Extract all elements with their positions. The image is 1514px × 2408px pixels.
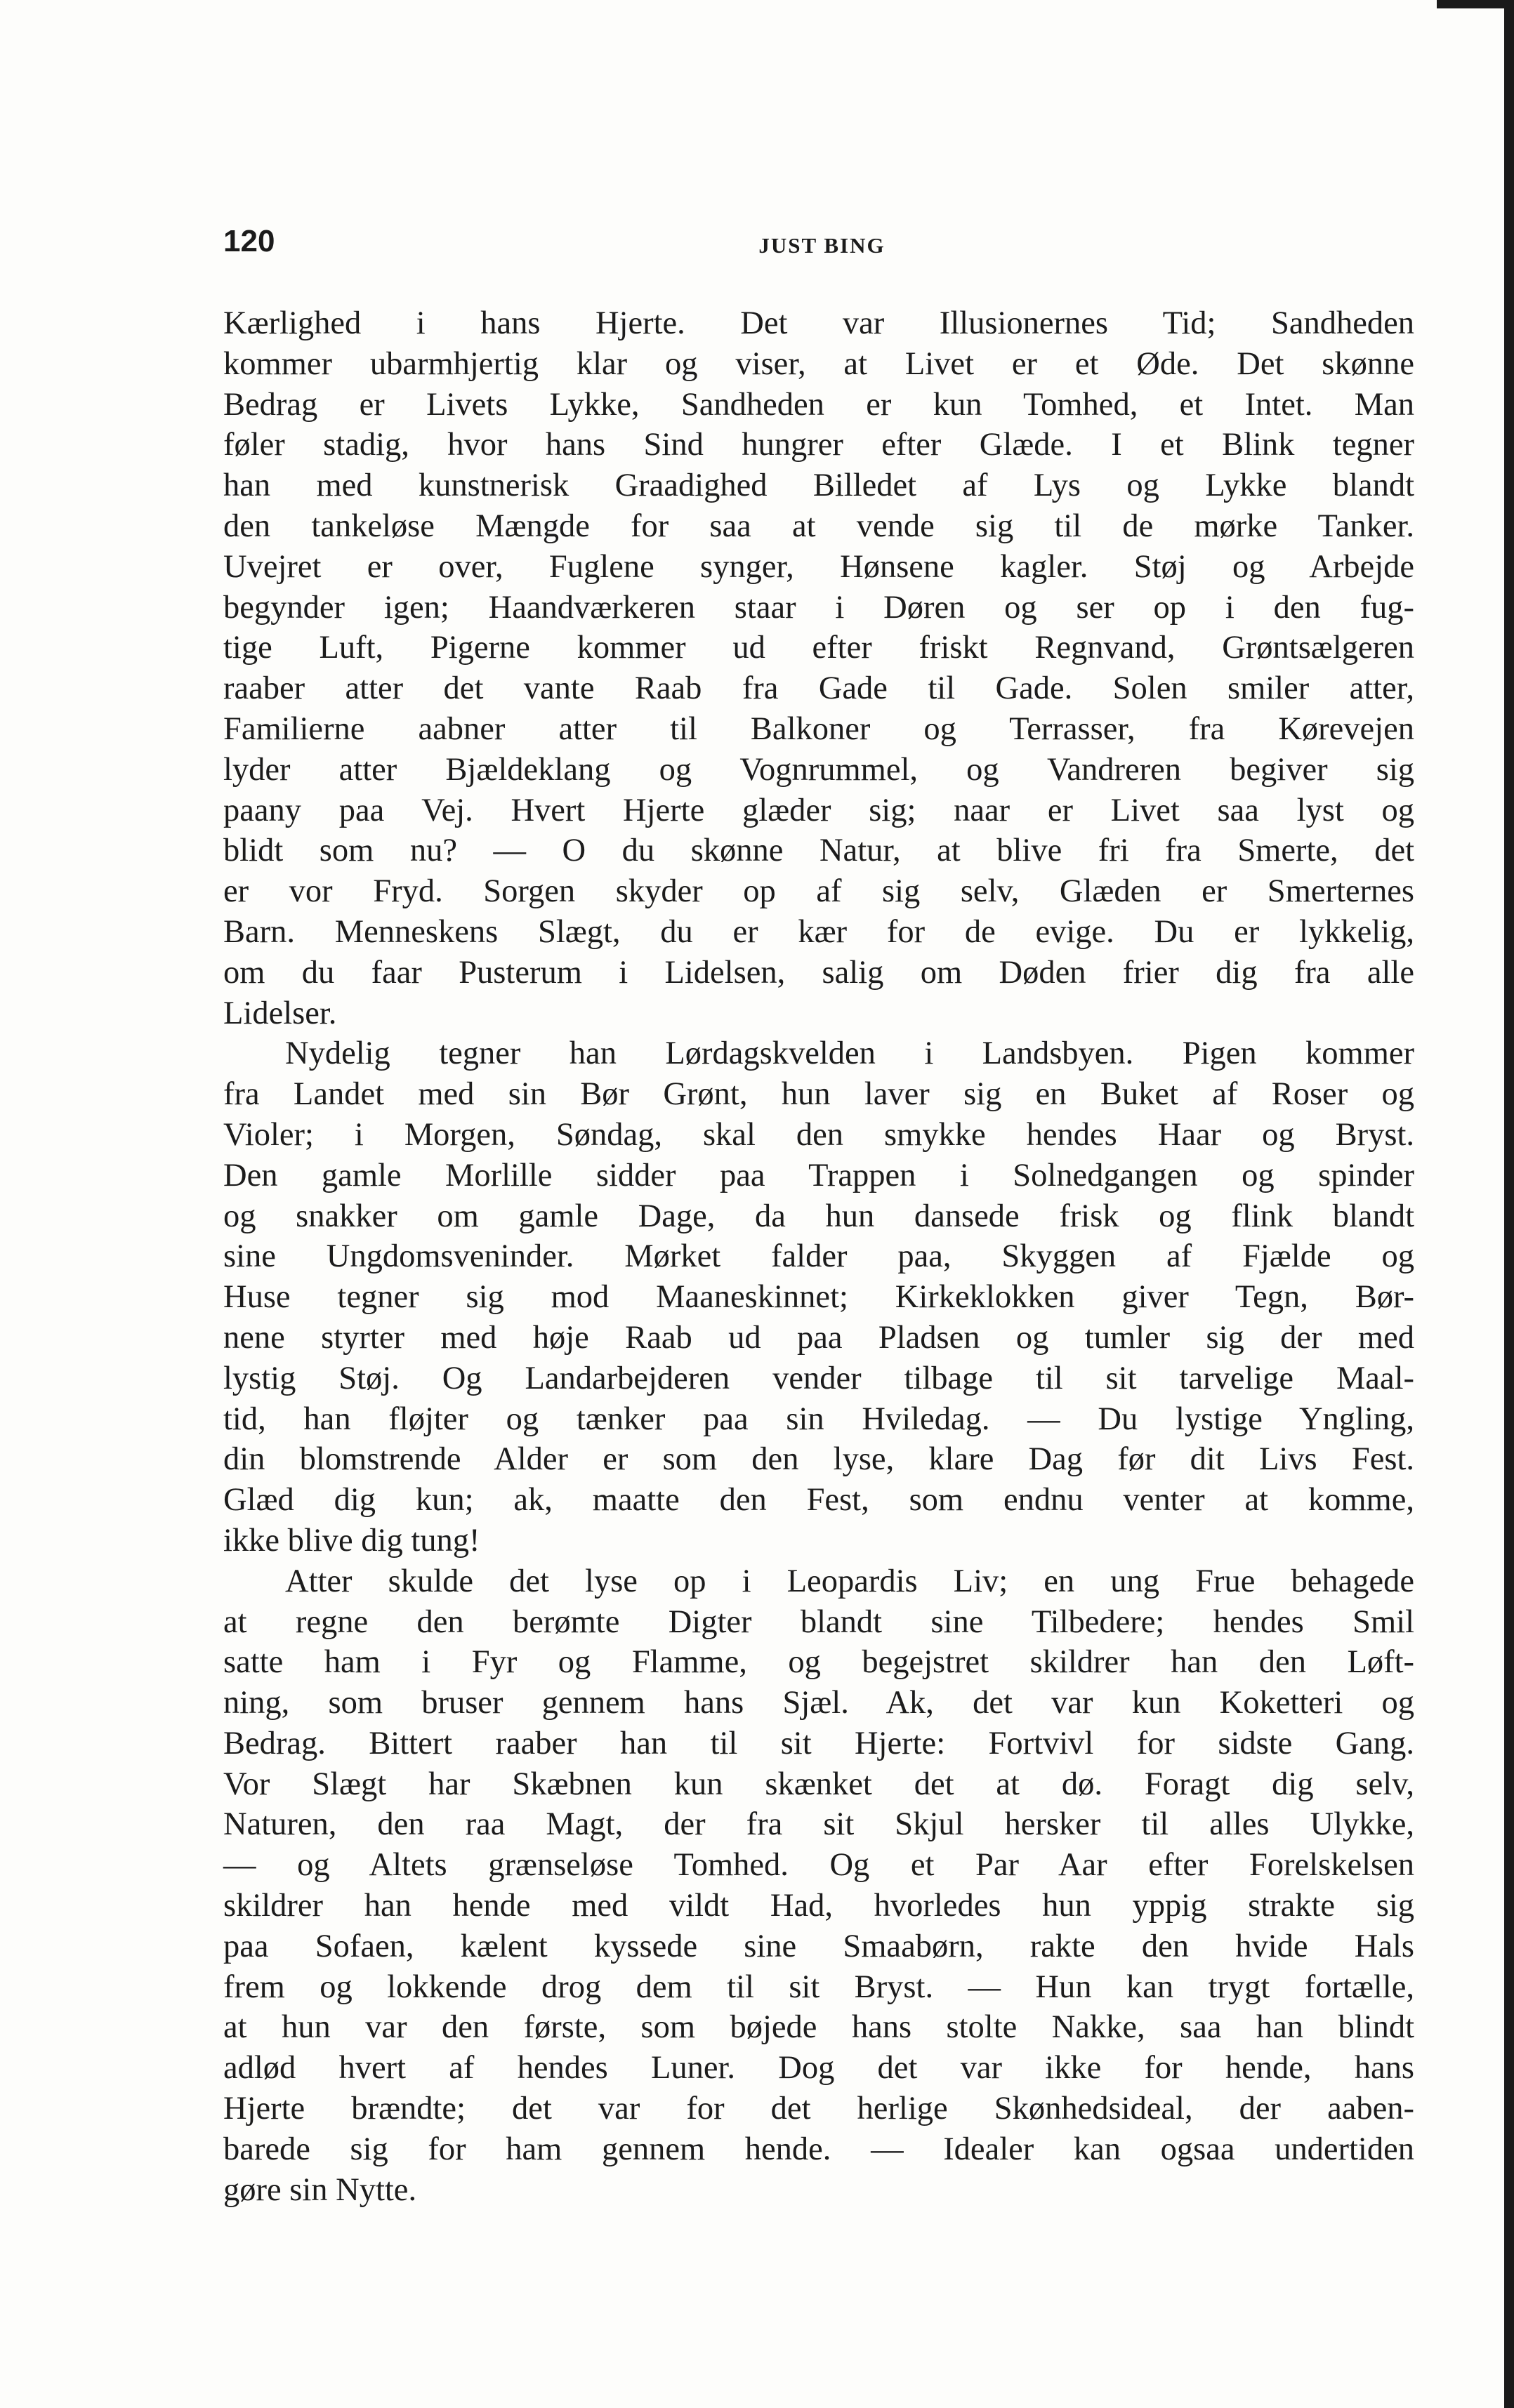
paragraph-1 (223, 303, 1414, 1033)
text-line: paa Sofaen, kælent kyssede sine Smaabørn, rakte den hvide Hals (223, 1928, 1414, 1964)
text-line: Den gamle Morlille sidder paa Trappen i Solnedgangen og spinder (223, 1157, 1414, 1193)
page-header (223, 220, 1421, 263)
text-line: Nydelig tegner han Lørdagskvelden i Landsbyen. Pigen kommer (285, 1036, 1414, 1072)
text-line: om du faar Pusterum i Lidelsen, salig om Døden frier dig fra alle (223, 954, 1414, 991)
text-line: blidt som nu? — O du skønne Natur, at blive fri fra Smerte, det (223, 833, 1414, 869)
text-line: er vor Fryd. Sorgen skyder op af sig selv, Glæden er Smerternes (223, 873, 1414, 910)
text-line: skildrer han hende med vildt Had, hvorledes hun yppig strakte sig (223, 1888, 1414, 1924)
paragraph-3 (223, 1561, 1414, 2211)
text-line: fra Landet med sin Bør Grønt, hun laver sig en Buket af Roser og (223, 1076, 1414, 1113)
text-line: gøre sin Nytte. (223, 2171, 417, 2208)
text-line: ikke blive dig tung! (223, 1522, 480, 1559)
page-number: 120 (223, 224, 275, 258)
text-line: Bedrag. Bittert raaber han til sit Hjerte: Fortvivl for sidste Gang. (223, 1725, 1414, 1761)
text-line: Bedrag er Livets Lykke, Sandheden er kun Tomhed, et Intet. Man (223, 386, 1414, 423)
text-line: Barn. Menneskens Slægt, du er kær for de evige. Du er lykkelig, (223, 913, 1414, 950)
text-line: han med kunstnerisk Graadighed Billedet af Lys og Lykke blandt (223, 468, 1414, 504)
text-line: Atter skulde det lyse op i Leopardis Liv; en ung Frue behagede (285, 1563, 1414, 1599)
paragraph-2 (223, 1033, 1414, 1561)
text-line: frem og lokkende drog dem til sit Bryst. — Hun kan trygt fortælle, (223, 1969, 1414, 2005)
text-line: adlød hvert af hendes Luner. Dog det var ikke for hende, hans (223, 2050, 1414, 2086)
text-line: satte ham i Fyr og Flamme, og begejstret skildrer han den Løft- (223, 1644, 1414, 1681)
text-line: føler stadig, hvor hans Sind hungrer efter Glæde. I et Blink tegner (223, 427, 1414, 463)
text-line: sine Ungdomsveninder. Mørket falder paa, Skyggen af Fjælde og (223, 1238, 1414, 1275)
text-line: at regne den berømte Digter blandt sine Tilbedere; hendes Smil (223, 1603, 1414, 1640)
text-line: Hjerte brændte; det var for det herlige Skønhedsideal, der aaben- (223, 2091, 1414, 2127)
text-line: raaber atter det vante Raab fra Gade til Gade. Solen smiler atter, (223, 670, 1414, 707)
text-line: nene styrter med høje Raab ud paa Pladsen og tumler sig der med (223, 1319, 1414, 1356)
text-line: din blomstrende Alder er som den lyse, klare Dag før dit Livs Fest. (223, 1441, 1414, 1478)
text-line: lystig Støj. Og Landarbejderen vender tilbage til sit tarvelige Maal- (223, 1360, 1414, 1396)
text-line: Violer; i Morgen, Søndag, skal den smykke hendes Haar og Bryst. (223, 1116, 1414, 1153)
text-line: Familierne aabner atter til Balkoner og Terrasser, fra Kørevejen (223, 710, 1414, 747)
text-line: kommer ubarmhjertig klar og viser, at Livet er et Øde. Det skønne (223, 345, 1414, 382)
text-line: — og Altets grænseløse Tomhed. Og et Par Aar efter Forelskelsen (223, 1847, 1414, 1884)
text-line: Lidelser. (223, 995, 337, 1031)
text-line: barede sig for ham gennem hende. — Idealer kan ogsaa undertiden (223, 2131, 1414, 2167)
text-line: den tankeløse Mængde for saa at vende sig til de mørke Tanker. (223, 508, 1414, 544)
text-line: tid, han fløjter og tænker paa sin Hviledag. — Du lystige Yngling, (223, 1401, 1414, 1437)
text-line: Uvejret er over, Fuglene synger, Hønsene kagler. Støj og Arbejde (223, 548, 1414, 585)
text-line: ning, som bruser gennem hans Sjæl. Ak, det var kun Koketteri og (223, 1685, 1414, 1721)
text-line: tige Luft, Pigerne kommer ud efter friskt Regnvand, Grøntsælgeren (223, 630, 1414, 666)
text-line: Huse tegner sig mod Maaneskinnet; Kirkeklokken giver Tegn, Bør- (223, 1279, 1414, 1316)
text-line: Glæd dig kun; ak, maatte den Fest, som endnu venter at komme, (223, 1482, 1414, 1519)
text-line: paany paa Vej. Hvert Hjerte glæder sig; naar er Livet saa lyst og (223, 792, 1414, 828)
text-line: og snakker om gamle Dage, da hun dansede frisk og flink blandt (223, 1198, 1414, 1234)
body-text (223, 303, 1414, 2210)
text-line: lyder atter Bjældeklang og Vognrummel, og Vandreren begiver sig (223, 751, 1414, 788)
scan-edge-top (1437, 0, 1514, 8)
text-line: Vor Slægt har Skæbnen kun skænket det at dø. Foragt dig selv, (223, 1766, 1414, 1802)
scan-edge-right (1504, 0, 1514, 2408)
text-line: Kærlighed i hans Hjerte. Det var Illusionernes Tid; Sandheden (223, 305, 1414, 341)
text-line: Naturen, den raa Magt, der fra sit Skjul hersker til alles Ulykke, (223, 1806, 1414, 1843)
running-head: JUST BING (758, 233, 886, 258)
text-line: begynder igen; Haandværkeren staar i Døren og ser op i den fug- (223, 589, 1414, 626)
text-line: at hun var den første, som bøjede hans stolte Nakke, saa han blindt (223, 2009, 1414, 2046)
